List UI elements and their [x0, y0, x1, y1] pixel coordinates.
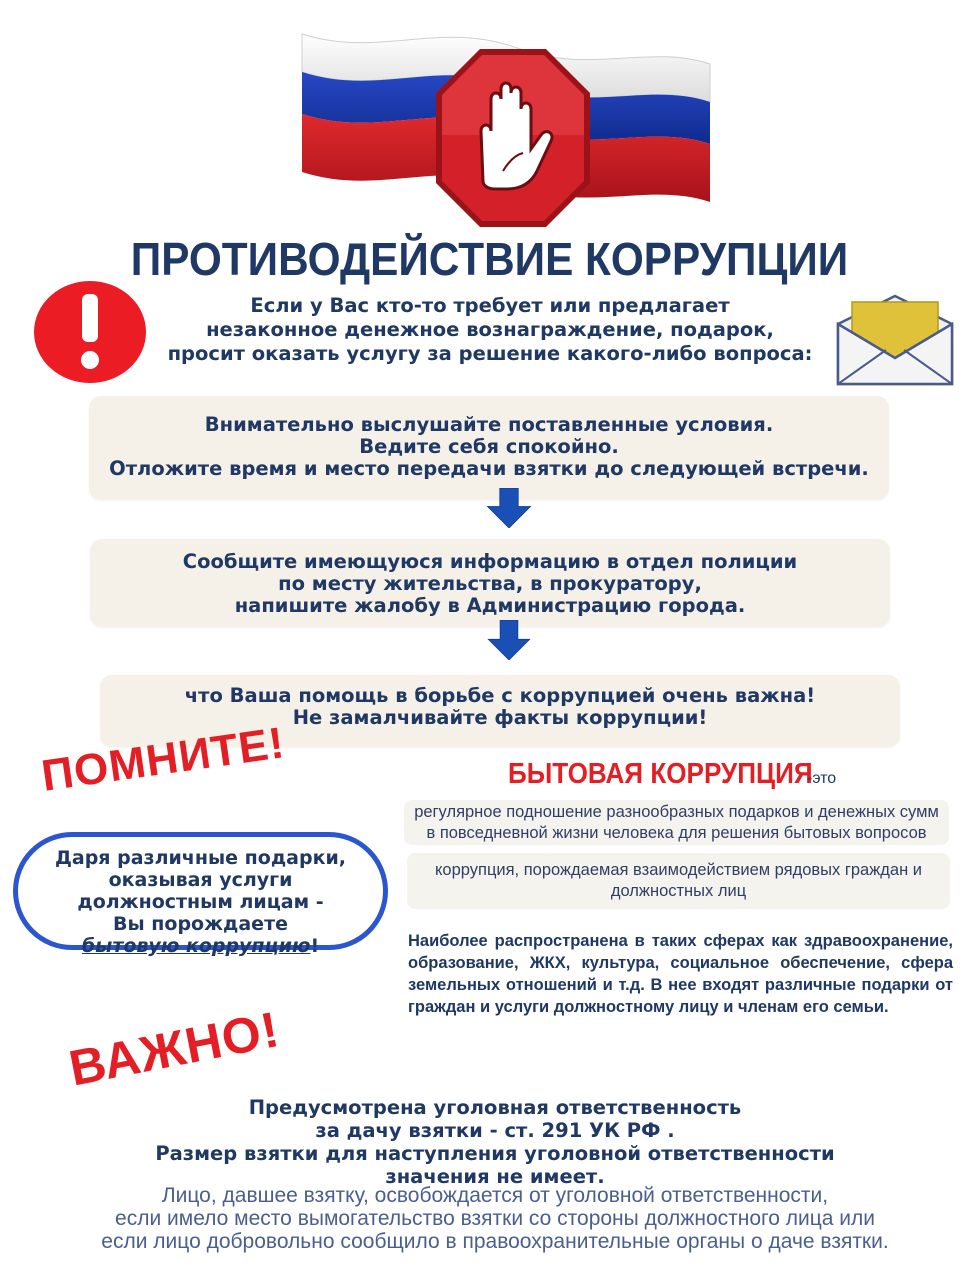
- responsibility-line: за дачу взятки - ст. 291 УК РФ .: [315, 1119, 675, 1142]
- responsibility-line: Размер взятки для наступления уголовной ответственности: [155, 1142, 835, 1165]
- remember-line: Вы порождаете: [113, 913, 288, 935]
- exemption-line: если лицо добровольно сообщило в правоохранительные органы о даче взятки.: [101, 1230, 889, 1253]
- definition-line: должностных лиц: [610, 882, 747, 900]
- remember-heading: ПОМНИТЕ!: [38, 718, 288, 801]
- stop-hand-icon: [432, 45, 594, 231]
- remember-line: должностным лицам -: [77, 891, 324, 913]
- remember-emphasis: бытовую коррупцию: [81, 935, 311, 957]
- remember-emphasis-suffix: !: [310, 935, 320, 957]
- definition-line: регулярное подношение разнообразных подарков и денежных сумм: [414, 803, 939, 821]
- step-line: напишите жалобу в Администрацию города.: [234, 594, 746, 617]
- page-title: ПРОТИВОДЕЙСТВИЕ КОРРУПЦИИ: [130, 233, 849, 285]
- step-line: Не замалчивайте факты коррупции!: [292, 706, 708, 729]
- step-line: что Ваша помощь в борьбе с коррупцией очень важна!: [184, 684, 816, 707]
- intro-line: просит оказать услугу за решение какого-либо вопроса:: [167, 342, 813, 365]
- envelope-icon: [836, 294, 954, 386]
- remember-line: оказывая услуги: [108, 869, 293, 891]
- exemption-text: [40, 1184, 950, 1253]
- step-line: Ведите себя спокойно.: [359, 435, 619, 458]
- intro-line: незаконное денежное вознаграждение, подарок,: [206, 318, 774, 341]
- remember-oval: [13, 832, 388, 957]
- arrow-down-icon: [481, 620, 537, 660]
- definition-box-1: [404, 800, 949, 845]
- remember-line: Даря различные подарки,: [54, 847, 347, 869]
- responsibility-text: [60, 1096, 930, 1188]
- step-box-1: [89, 396, 889, 500]
- household-title: БЫТОВАЯ КОРРУПЦИЯ: [508, 758, 813, 790]
- step-box-2: [90, 539, 890, 627]
- definition-box-2: [407, 853, 950, 909]
- step-line: Отложите время и место передачи взятки до следующей встречи.: [109, 457, 869, 480]
- intro-line: Если у Вас кто-то требует или предлагает: [250, 294, 730, 317]
- step-line: Сообщите имеющуюся информацию в отдел полиции: [182, 550, 798, 573]
- household-suffix: -это: [807, 770, 837, 787]
- arrow-down-icon: [481, 488, 537, 528]
- exemption-line: Лицо, давшее взятку, освобождается от уголовной ответственности,: [161, 1184, 829, 1207]
- spread-text: Наиболее распространена в таких сферах как здравоохранение, образование, ЖКХ, культура, социальное обеспечение, сфера земельных отношений и т.д. В нее входят различные подарки от граждан и услуги должностному лицу и членам его семьи.: [408, 932, 953, 1016]
- definition-line: коррупция, порождаемая взаимодействием рядовых граждан и: [435, 861, 922, 879]
- definition-line: в повседневной жизни человека для решения бытовых вопросов: [426, 824, 927, 842]
- responsibility-line: Предусмотрена уголовная ответственность: [248, 1096, 742, 1119]
- intro-text: [130, 294, 850, 366]
- step-line: Внимательно выслушайте поставленные условия.: [204, 413, 774, 436]
- important-heading: ВАЖНО!: [64, 1000, 285, 1097]
- step-line: по месту жительства, в прокуратору,: [278, 572, 702, 595]
- responsibility-line: значения не имеет.: [385, 1165, 605, 1188]
- exemption-line: если имело место вымогательство взятки со стороны должностного лица или: [115, 1207, 875, 1230]
